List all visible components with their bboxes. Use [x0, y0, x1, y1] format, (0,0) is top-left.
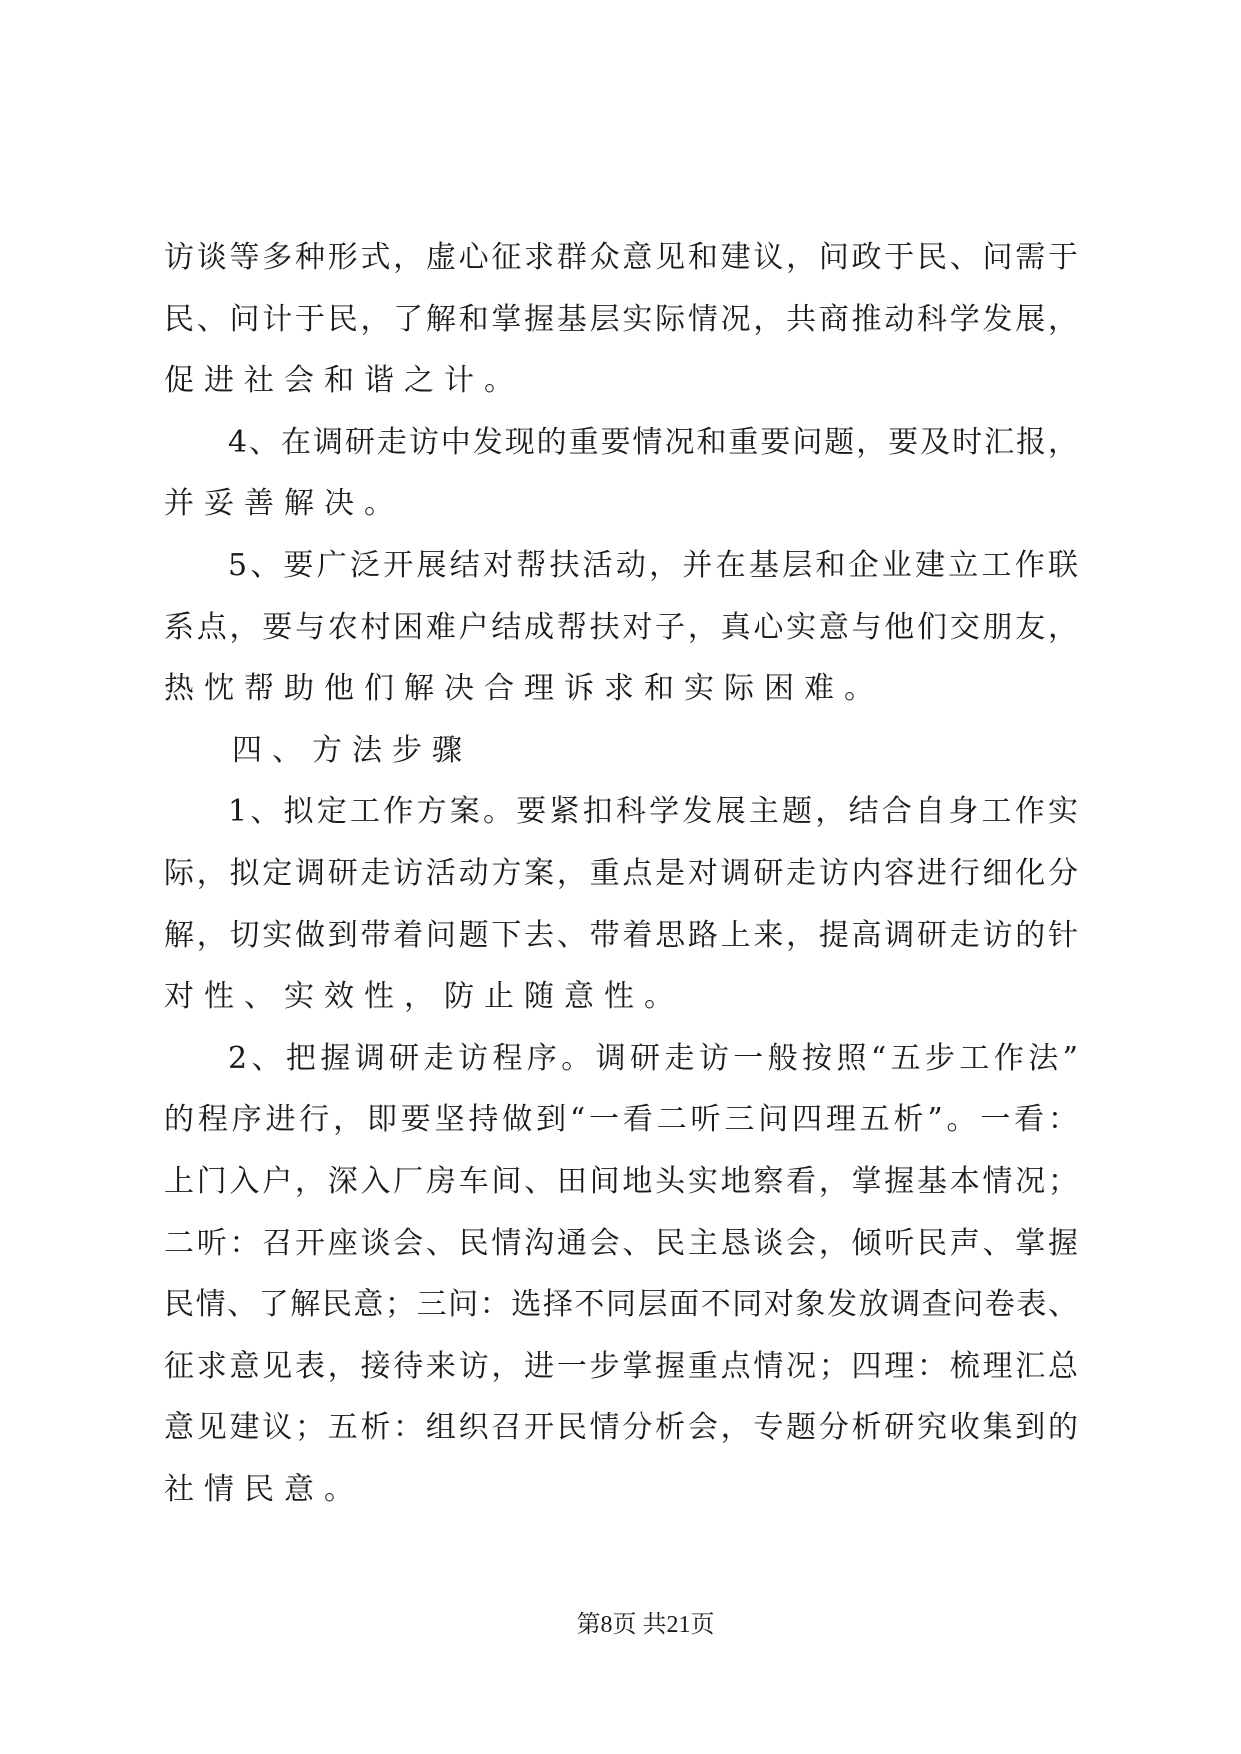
- text-line: 热忱帮助他们解决合理诉求和实际困难。: [164, 671, 884, 707]
- text-line: 系点，要与农村困难户结成帮扶对子，真心实意与他们交朋友，: [164, 609, 1078, 645]
- text-line: 1、拟定工作方案。要紧扣科学发展主题，结合自身工作实: [228, 794, 1078, 830]
- text-line: 5、要广泛开展结对帮扶活动，并在基层和企业建立工作联: [228, 548, 1078, 583]
- text-line: 社情民意。: [164, 1472, 364, 1507]
- text-line: 4、在调研走访中发现的重要情况和重要问题，要及时汇报，: [228, 424, 1078, 460]
- text-line: 并妥善解决。: [164, 486, 404, 522]
- section-heading: 四、方法步骤: [232, 732, 472, 768]
- text-line: 2、把握调研走访程序。调研走访一般按照“五步工作法”: [228, 1040, 1078, 1076]
- page-number-footer: 第8页 共21页: [576, 1612, 715, 1638]
- text-line: 意见建议；五析：组织召开民情分析会，专题分析研究收集到的: [164, 1410, 1078, 1446]
- text-line: 访谈等多种形式，虚心征求群众意见和建议，问政于民、问需于: [164, 240, 1078, 275]
- text-line: 解，切实做到带着问题下去、带着思路上来，提高调研走访的针: [164, 917, 1078, 953]
- text-line: 对性、实效性，防止随意性。: [164, 979, 684, 1015]
- text-line: 民、问计于民，了解和掌握基层实际情况，共商推动科学发展，: [164, 301, 1078, 337]
- text-line: 民情、了解民意；三问：选择不同层面不同对象发放调查问卷表、: [164, 1287, 1078, 1323]
- text-line: 征求意见表，接待来访，进一步掌握重点情况；四理：梳理汇总: [164, 1348, 1078, 1384]
- text-line: 二听：召开座谈会、民情沟通会、民主恳谈会，倾听民声、掌握: [164, 1225, 1078, 1261]
- text-line: 促进社会和谐之计。: [164, 363, 524, 399]
- text-line: 上门入户，深入厂房车间、田间地头实地察看，掌握基本情况；: [164, 1164, 1078, 1199]
- text-line: 的程序进行，即要坚持做到“一看二听三问四理五析”。一看：: [164, 1102, 1078, 1138]
- text-line: 际，拟定调研走访活动方案，重点是对调研走访内容进行细化分: [164, 856, 1078, 891]
